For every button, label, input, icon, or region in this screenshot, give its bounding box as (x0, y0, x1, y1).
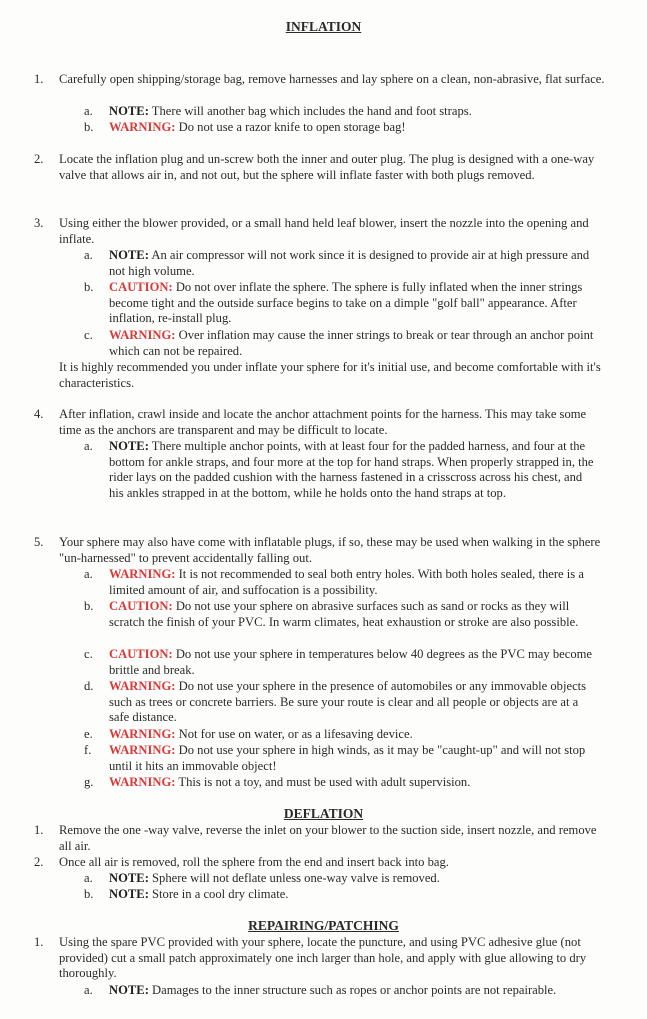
warning-label: WARNING: (109, 679, 176, 693)
caution-label: CAUTION: (109, 647, 173, 661)
item-number: 1. (34, 935, 44, 949)
note-label: NOTE: (109, 887, 149, 901)
item-text: It is highly recommended you under inflate your sphere for it's initial use, and become comfortable with it's characteristics. (59, 360, 601, 390)
item-text: After inflation, crawl inside and locate the anchor attachment points for the harness. This may take some time as the anchors are transparent and may be difficult to locate. (59, 407, 587, 437)
sub-item-text (109, 567, 597, 598)
sub-item-text (109, 743, 597, 774)
sub-item-body: Do not use your sphere in high winds, as it may be "caught-up" and will not stop until it hits an immovable object! (109, 743, 586, 773)
sub-item-letter: a. (84, 248, 93, 262)
item-text: Carefully open shipping/storage bag, remove harnesses and lay sphere on a clean, non-abrasive, flat surface. (59, 72, 605, 86)
sub-item-text (109, 439, 597, 501)
sub-item-letter: b. (84, 120, 94, 134)
item-number: 3. (34, 216, 44, 230)
sub-item-body: Do not over inflate the sphere. The sphere is fully inflated when the inner strings become tight and the outside surface begins to take on a dimple "golf ball" appearance. After inflation, re-install plug. (109, 280, 583, 326)
sub-item-text (109, 727, 597, 743)
sub-item-text (109, 328, 597, 359)
sub-item-letter: a. (84, 104, 93, 118)
sub-item-text (109, 248, 597, 279)
note-label: NOTE: (109, 871, 149, 885)
sub-item-text (109, 120, 597, 136)
item-number: 1. (34, 823, 44, 837)
sub-item-letter: b. (84, 280, 94, 294)
note-label: NOTE: (109, 439, 149, 453)
warning-label: WARNING: (109, 120, 176, 134)
item-number: 4. (34, 407, 44, 421)
sub-item-body: Sphere will not deflate unless one-way valve is removed. (148, 871, 440, 885)
sub-item-body: Do not use your sphere on abrasive surfaces such as sand or rocks as they will scratch the finish of your PVC. In warm climates, heat exhaustion or stroke are also possible. (109, 599, 579, 629)
sub-item-body: Do not use your sphere in the presence of automobiles or any immovable objects such as trees or concrete barriers. Be sure your route is clear and all people or objects are at a safe distance. (109, 679, 587, 725)
sub-item-text (109, 599, 597, 630)
sub-item-letter: d. (84, 679, 94, 693)
section-heading-inflation: INFLATION (285, 19, 362, 34)
sub-item-letter: g. (84, 775, 94, 789)
caution-label: CAUTION: (109, 599, 173, 613)
item-number: 1. (34, 72, 44, 86)
sub-item-body: This is not a toy, and must be used with adult supervision. (175, 775, 471, 789)
note-label: NOTE: (109, 983, 149, 997)
item-text: Remove the one -way valve, reverse the inlet on your blower to the suction side, insert nozzle, and remove all air. (59, 823, 597, 853)
sub-item-letter: a. (84, 567, 93, 581)
warning-label: WARNING: (109, 727, 176, 741)
sub-item-body: Damages to the inner structure such as ropes or anchor points are not repairable. (148, 983, 557, 997)
sub-item-text (109, 887, 597, 903)
item-text: Locate the inflation plug and un-screw both the inner and outer plug. The plug is designed with a one-way valve that allows air in, and not out, but the sphere will inflate faster with both plugs removed. (59, 152, 595, 182)
sub-item-text (109, 647, 597, 678)
sub-item-text (109, 775, 597, 791)
item-text: Your sphere may also have come with inflatable plugs, if so, these may be used when walking in the sphere "un-harnessed" to prevent accidentally falling out. (59, 535, 601, 565)
sub-item-text (109, 679, 597, 726)
warning-label: WARNING: (109, 775, 176, 789)
sub-item-body: Do not use your sphere in temperatures below 40 degrees as the PVC may become brittle and break. (109, 647, 592, 677)
sub-item-letter: b. (84, 887, 94, 901)
warning-label: WARNING: (109, 743, 176, 757)
caution-label: CAUTION: (109, 280, 173, 294)
item-text: Using either the blower provided, or a small hand held leaf blower, insert the nozzle into the opening and inflate. (59, 216, 589, 246)
warning-label: WARNING: (109, 567, 176, 581)
item-number: 2. (34, 152, 44, 166)
sub-item-body: There will another bag which includes the hand and foot straps. (148, 104, 472, 118)
sub-item-body: Do not use a razor knife to open storage bag! (175, 120, 406, 134)
item-number: 5. (34, 535, 44, 549)
sub-item-text (109, 280, 597, 327)
sub-item-text (109, 104, 597, 120)
item-number: 2. (34, 855, 44, 869)
sub-item-letter: a. (84, 983, 93, 997)
sub-item-letter: c. (84, 647, 93, 661)
sub-item-letter: f. (84, 743, 92, 757)
sub-item-letter: a. (84, 439, 93, 453)
sub-item-body: There multiple anchor points, with at least four for the padded harness, and four at the bottom for ankle straps, and four more at the top for hand straps. When properly strapped in, the rider lays on the padded cushion with the harness fastened in a crisscross across his chest, and his ankles strapped in at the bottom, while he holds onto the hand straps at top. (109, 439, 594, 500)
sub-item-text (109, 871, 597, 887)
warning-label: WARNING: (109, 328, 176, 342)
sub-item-body: Not for use on water, or as a lifesaving device. (175, 727, 413, 741)
sub-item-letter: a. (84, 871, 93, 885)
sub-item-body: It is not recommended to seal both entry holes. With both holes sealed, there is a limited amount of air, and suffocation is a possibility. (109, 567, 584, 597)
note-label: NOTE: (109, 104, 149, 118)
sub-item-body: Store in a cool dry climate. (148, 887, 289, 901)
sub-item-letter: b. (84, 599, 94, 613)
sub-item-body: An air compressor will not work since it is designed to provide air at high pressure and not high volume. (109, 248, 590, 278)
section-heading-repairing: REPAIRING/PATCHING (248, 918, 399, 933)
item-text: Once all air is removed, roll the sphere from the end and insert back into bag. (59, 855, 449, 869)
sub-item-text (109, 983, 597, 999)
section-heading-deflation: DEFLATION (283, 806, 364, 821)
note-label: NOTE: (109, 248, 149, 262)
sub-item-letter: c. (84, 328, 93, 342)
item-text: Using the spare PVC provided with your sphere, locate the puncture, and using PVC adhesive glue (not provided) cut a small patch approximately one inch larger than hole, and apply with glue allowing to dry thoroughly. (59, 935, 587, 981)
sub-item-letter: e. (84, 727, 93, 741)
sub-item-body: Over inflation may cause the inner strings to break or tear through an anchor point which can not be repaired. (109, 328, 594, 358)
